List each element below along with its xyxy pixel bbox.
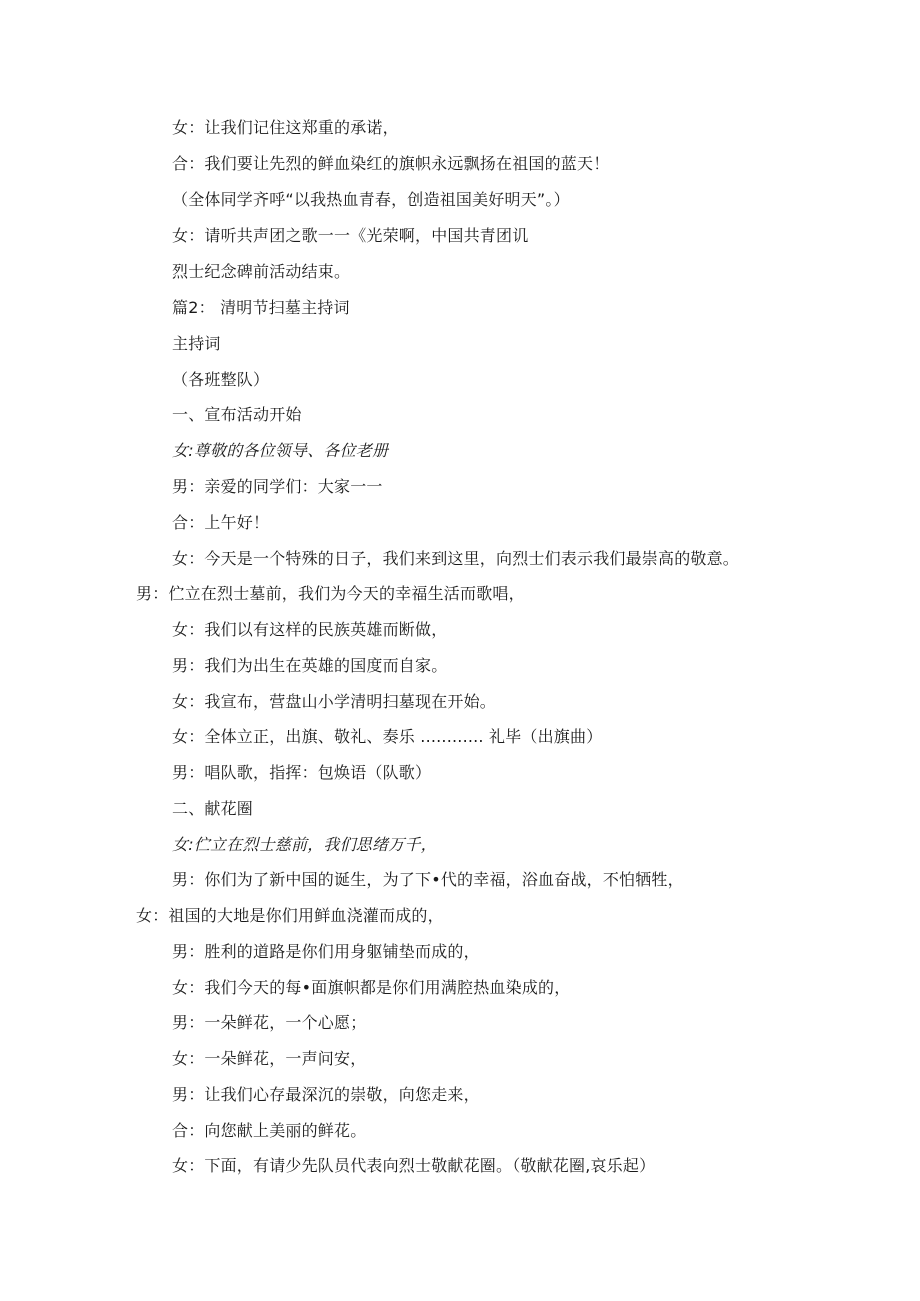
text-line: 男：亲爱的同学们：大家一一 <box>172 477 383 496</box>
subheading: 主持词 <box>172 334 221 353</box>
section-heading: 二、献花圈 <box>172 799 254 818</box>
text-line: 女：祖国的大地是你们用鲜血浇灌而成的， <box>136 906 444 925</box>
text-line: 女:尊敬的各位领导、各位老册 <box>172 441 389 460</box>
text-line: 女：我们以有这样的民族英雄而断做， <box>172 620 448 639</box>
stage-direction: （各班整队） <box>172 370 270 389</box>
text-line: 女：全体立正，出旗、敬礼、奏乐 ............ 礼毕（出旗曲） <box>172 727 603 746</box>
text-line: 烈士纪念碑前活动结束。 <box>172 262 351 281</box>
text-line: 女：请听共声团之歌一一《光荣啊，中国共青团讥 <box>172 226 529 245</box>
text-line: 女：让我们记住这郑重的承诺， <box>172 118 399 137</box>
text-line: 女：一朵鲜花，一声问安， <box>172 1049 367 1068</box>
text-line: 男：伫立在烈士墓前，我们为今天的幸福生活而歌唱， <box>136 584 525 603</box>
text-line: 女：今天是一个特殊的日子，我们来到这里，向烈士们表示我们最崇高的敬意。 <box>172 549 740 568</box>
text-line: 男：胜利的道路是你们用身躯铺垫而成的， <box>172 942 480 961</box>
text-line: 男：我们为出生在英雄的国度而自家。 <box>172 656 448 675</box>
text-line: 合：上午好！ <box>172 513 270 532</box>
section-heading: 篇2： 清明节扫墓主持词 <box>172 298 350 317</box>
text-line: 合：向您献上美丽的鲜花。 <box>172 1121 367 1140</box>
text-line: 女：我宣布，营盘山小学清明扫墓现在开始。 <box>172 692 497 711</box>
section-heading: 一、宣布活动开始 <box>172 405 302 424</box>
text-line: 女：我们今天的每•面旗帜都是你们用满腔热血染成的， <box>172 978 571 997</box>
text-line: （全体同学齐呼“以我热血青春，创造祖国美好明天”。） <box>172 190 570 209</box>
text-line: 女:伫立在烈士慈前，我们思绪万千， <box>172 835 437 854</box>
text-line: 合：我们要让先烈的鲜血染红的旗帜永远飘扬在祖国的蓝天！ <box>172 154 610 173</box>
text-line: 男：让我们心存最深沉的崇敬，向您走来， <box>172 1085 480 1104</box>
text-line: 男：一朵鲜花，一个心愿； <box>172 1013 367 1032</box>
text-line: 女：下面，有请少先队员代表向烈士敬献花圈。（敬献花圈,哀乐起） <box>172 1156 656 1175</box>
text-line: 男：唱队歌，指挥：包焕语（队歌） <box>172 763 432 782</box>
text-line: 男：你们为了新中国的诞生，为了下•代的幸福，浴血奋战，不怕牺牲， <box>172 870 684 889</box>
